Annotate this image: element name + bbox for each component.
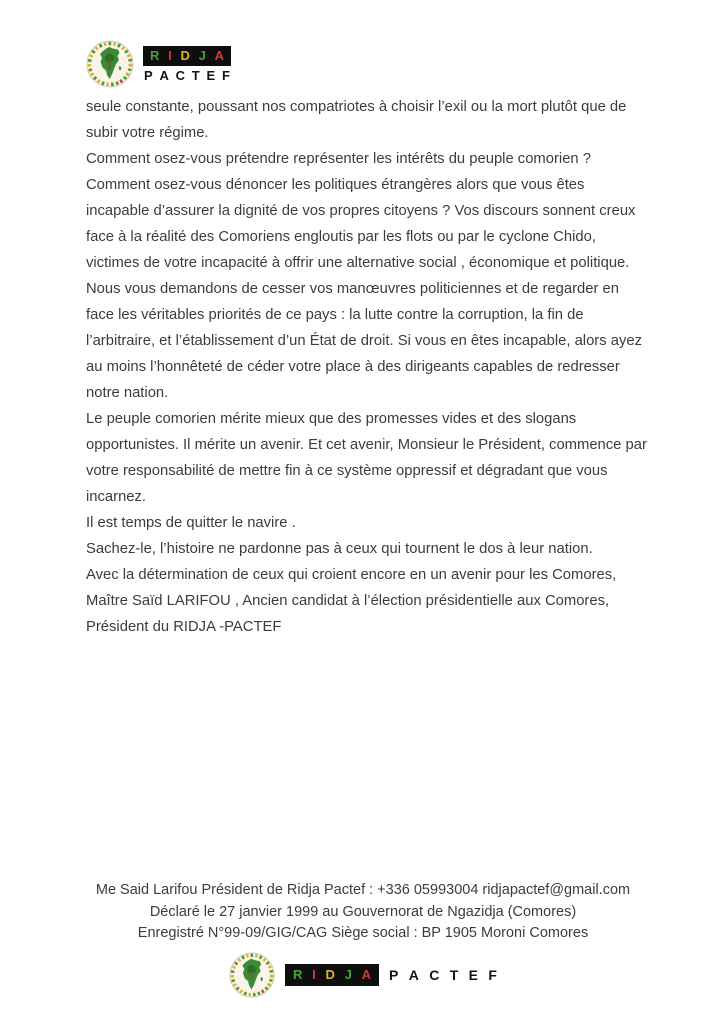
pactef-letter: F [488, 966, 497, 983]
signature-title: Président du RIDJA -PACTEF [86, 619, 282, 635]
paragraph: Sachez-le, l’histoire ne pardonne pas à ceux qui tournent le dos à leur nation. [86, 541, 593, 557]
ridja-letter: D [325, 966, 335, 982]
footer-declaration-line: Déclaré le 27 janvier 1999 au Gouvernorat de Ngazidja (Comores) [149, 903, 577, 920]
ridja-letter: A [361, 966, 371, 982]
paragraph: Nous vous demandons de cesser vos manœuvres politiciennes et de regarder en face les véritables priorités de ce pays : la lutte contre la corruption, la fin de l’arbitraire, et l’établissement d’un État de droit. Si vous en êtes incapable, alors ayez au moins l’honnêteté de céder votre place à des dirigeants capables de redresser notre nation. [86, 281, 643, 401]
header [0, 0, 726, 92]
paragraph: Avec la détermination de ceux qui croient encore en un avenir pour les Comores, [86, 567, 617, 583]
ridja-letter: D [180, 47, 190, 63]
pactef-letter: P [144, 67, 153, 83]
paragraph: Il est temps de quitter le navire . [86, 515, 296, 531]
ridja-letter: J [344, 966, 352, 982]
pactef-letter: E [468, 966, 478, 983]
pactef-letter: A [408, 966, 419, 983]
footer-registration-line: Enregistré N°99-09/GIG/CAG Siège social : BP 1905 Moroni Comores [137, 925, 589, 941]
ridja-letter: A [214, 47, 224, 63]
logo-wordmark [143, 46, 231, 83]
ridja-letter: I [168, 47, 172, 63]
ridja-letter: R [150, 47, 160, 63]
pactef-letter: P [389, 966, 399, 983]
pactef-wordmark [389, 967, 497, 983]
africa-emblem-icon [229, 952, 275, 998]
footer-contact-block [0, 880, 726, 945]
footer [0, 880, 726, 998]
paragraph: seule constante, poussant nos compatriotes à choisir l’exil ou la mort plutôt que de subir votre régime. [86, 99, 627, 141]
pactef-letter: A [159, 67, 169, 83]
letter-body [86, 94, 648, 640]
paragraph: Comment osez-vous prétendre représenter les intérêts du peuple comorien ? Comment osez-vous dénoncer les politiques étrangères alors que vous êtes incapable d’assurer la dignité de vos propres citoyens ? Vos discours sonnent creux face à la réalité des Comoriens engloutis par les flots ou par le cyclone Chido, victimes de votre incapacité à offrir une alternative social , économique et politique. [86, 151, 636, 271]
signature-name: Maître Saïd LARIFOU , Ancien candidat à l’élection présidentielle aux Comores, [86, 593, 610, 609]
footer-contact-line: Me Said Larifou Président de Ridja Pactef : +336 05993004 ridjapactef@gmail.com [95, 882, 631, 898]
pactef-wordmark [143, 68, 231, 83]
pactef-letter: C [175, 67, 186, 83]
ridja-letter: R [293, 966, 303, 982]
ridja-pactef-logo [86, 40, 726, 88]
ridja-letter: I [312, 966, 316, 982]
ridja-wordmark [143, 46, 231, 66]
pactef-letter: T [449, 966, 459, 983]
pactef-letter: T [191, 67, 200, 83]
pactef-letter: C [429, 966, 440, 983]
africa-emblem-icon [86, 40, 134, 88]
pactef-letter: F [221, 67, 230, 83]
ridja-wordmark [285, 964, 379, 986]
ridja-letter: J [198, 47, 206, 63]
pactef-letter: E [206, 67, 216, 83]
paragraph: Le peuple comorien mérite mieux que des promesses vides et des slogans opportunistes. Il mérite un avenir. Et cet avenir, Monsieur le Président, commence par votre responsabilité de mettre fin à ce système oppressif et dégradant que vous incarnez. [86, 411, 647, 505]
ridja-pactef-logo-footer [0, 952, 726, 998]
